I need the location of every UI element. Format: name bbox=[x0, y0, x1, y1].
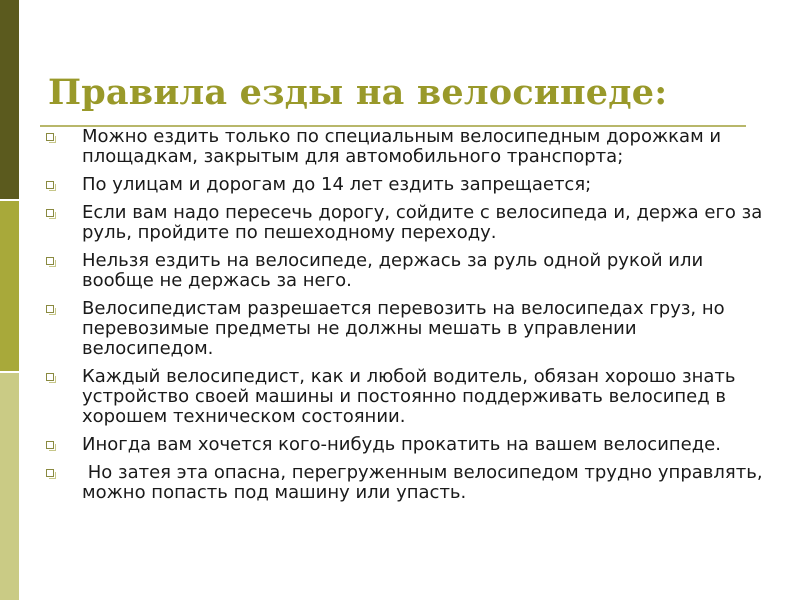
stripe-mid bbox=[0, 201, 19, 371]
square-bullet-icon bbox=[46, 209, 54, 217]
square-bullet-icon bbox=[46, 305, 54, 313]
square-bullet-icon bbox=[46, 181, 54, 189]
bullet-text: Иногда вам хочется кого-нибудь прокатить на вашем велосипеде. bbox=[82, 434, 721, 455]
bullet-list bbox=[44, 126, 769, 511]
bullet-item bbox=[44, 175, 764, 195]
square-bullet-icon bbox=[46, 373, 54, 381]
bullet-text: По улицам и дорогам до 14 лет ездить запрещается; bbox=[82, 174, 592, 195]
bullet-text: Каждый велосипедист, как и любой водитель, обязан хорошо знать устройство своей машины и постоянно поддерживать велосипед в хорошем техническом состоянии. bbox=[82, 366, 736, 427]
square-bullet-icon bbox=[46, 469, 54, 477]
bullet-item bbox=[44, 299, 764, 359]
bullet-text: Можно ездить только по специальным велосипедным дорожкам и площадкам, закрытым для автомобильного транспорта; bbox=[82, 126, 722, 167]
bullet-item bbox=[44, 367, 764, 427]
bullet-item bbox=[44, 462, 769, 503]
square-bullet-icon bbox=[46, 257, 54, 265]
bullet-text: Но затея эта опасна, перегруженным велосипедом трудно управлять, можно попасть под машину или упасть. bbox=[82, 462, 769, 503]
square-bullet-icon bbox=[46, 133, 54, 141]
stripe-dark bbox=[0, 0, 19, 199]
bullet-text: Нельзя ездить на велосипеде, держась за руль одной рукой или вообще не держась за него. bbox=[82, 250, 704, 291]
side-stripes bbox=[0, 0, 19, 600]
bullet-item bbox=[44, 251, 764, 291]
square-bullet-icon bbox=[46, 441, 54, 449]
bullet-item bbox=[44, 203, 764, 243]
bullet-text: Если вам надо пересечь дорогу, сойдите с велосипеда и, держа его за руль, пройдите по пешеходному переходу. bbox=[82, 202, 763, 243]
bullet-item bbox=[44, 435, 764, 455]
stripe-light bbox=[0, 373, 19, 600]
bullet-text: Велосипедистам разрешается перевозить на велосипедах груз, но перевозимые предметы не должны мешать в управлении велосипедом. bbox=[82, 298, 725, 359]
bullet-item bbox=[44, 127, 764, 167]
slide-title: Правила езды на велосипеде: bbox=[48, 72, 668, 113]
